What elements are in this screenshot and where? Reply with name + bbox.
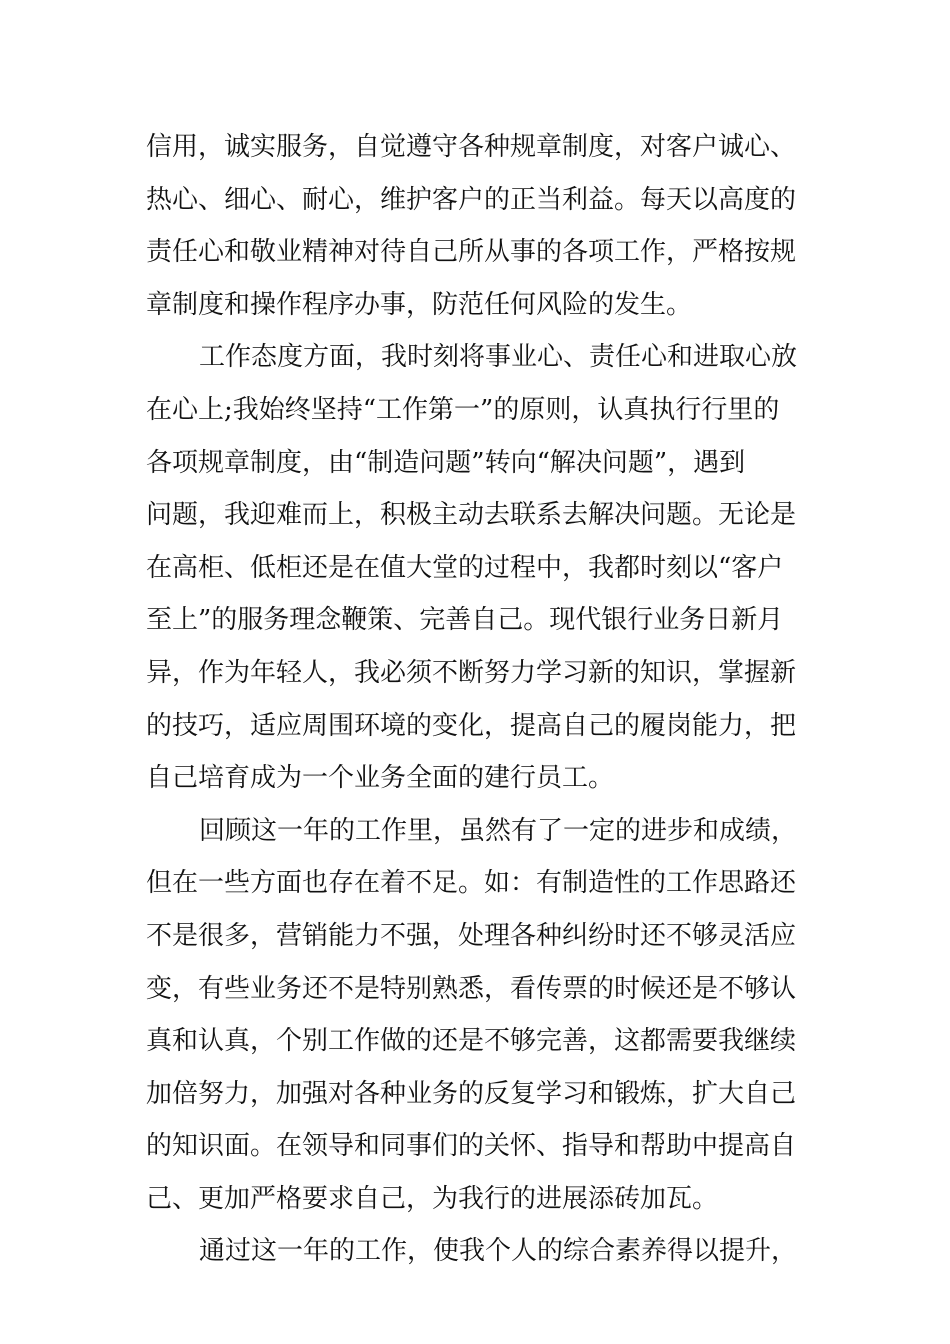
- text-line: 问题，我迎难而上，积极主动去联系去解决问题。无论是: [146, 500, 797, 531]
- text-line: 异，作为年轻人，我必须不断努力学习新的知识，掌握新: [146, 657, 797, 688]
- text-line: 在高柜、低柜还是在值大堂的过程中，我都时刻以“客户: [146, 552, 784, 583]
- text-line: 己、更加严格要求自己，为我行的进展添砖加瓦。: [146, 1183, 719, 1214]
- text-line: 热心、细心、耐心，维护客户的正当利益。每天以高度的: [146, 184, 797, 215]
- text-line: 信用，诚实服务，自觉遵守各种规章制度，对客户诚心、: [146, 132, 797, 162]
- text-line: 的技巧，适应周围环境的变化，提高自己的履岗能力，把: [146, 710, 797, 741]
- text-line: 在心上;我始终坚持“工作第一”的原则，认真执行行里的: [146, 394, 780, 425]
- text-line: 不是很多，营销能力不强，处理各种纠纷时还不够灵活应: [146, 920, 797, 951]
- text-line: 加倍努力，加强对各种业务的反复学习和锻炼，扩大自己: [146, 1078, 797, 1109]
- text-line: 各项规章制度，由“制造问题”转向“解决问题”，遇到: [146, 447, 746, 478]
- text-line: 至上”的服务理念鞭策、完善自己。现代银行业务日新月: [146, 605, 784, 636]
- text-line: 但在一些方面也存在着不足。如：有制造性的工作思路还: [146, 868, 797, 899]
- text-line: 自己培育成为一个业务全面的建行员工。: [146, 763, 615, 794]
- text-line: 责任心和敬业精神对待自己所从事的各项工作，严格按规: [146, 237, 797, 268]
- paragraph-first-line: 通过这一年的工作，使我个人的综合素养得以提升，: [199, 1236, 798, 1267]
- text-line: 变，有些业务还不是特别熟悉，看传票的时候还是不够认: [146, 973, 797, 1004]
- document-body: [146, 121, 806, 1278]
- text-line: 的知识面。在领导和同事们的关怀、指导和帮助中提高自: [146, 1131, 797, 1162]
- paragraph-first-line: 工作态度方面，我时刻将事业心、责任心和进取心放: [199, 342, 798, 373]
- paragraph-first-line: 回顾这一年的工作里，虽然有了一定的进步和成绩，: [199, 815, 798, 846]
- text-line: 章制度和操作程序办事，防范任何风险的发生。: [146, 289, 693, 320]
- text-line: 真和认真，个别工作做的还是不够完善，这都需要我继续: [146, 1026, 797, 1057]
